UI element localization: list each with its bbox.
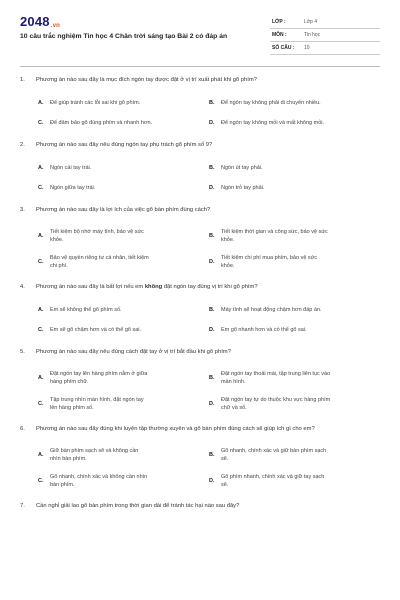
option-c[interactable] [38, 396, 209, 412]
logo-text: 2048 [20, 14, 50, 29]
option-b[interactable] [209, 370, 380, 386]
option-label: D. [209, 401, 215, 407]
meta-table [270, 16, 380, 55]
question-prompt: Phương án nào sau đây đúng khi luyện tập thường xuyên và gõ bàn phím đúng cách sẽ giúp ích gì cho em? [36, 426, 315, 432]
option-label: D. [209, 327, 215, 333]
option-text: Gõ nhanh, chính xác và giữ bàn phím sạch sẽ. [221, 448, 327, 462]
question-number: 2. [20, 142, 25, 148]
option-label: A. [38, 452, 44, 458]
question-prompt: Phương án nào sau đây nêu đúng cách đặt tay ở vị trí bắt đầu khi gõ phím? [36, 349, 231, 355]
meta-value: 10 [304, 45, 310, 51]
question-number: 5. [20, 349, 25, 355]
option-d[interactable] [209, 180, 380, 196]
question-text [20, 204, 380, 223]
option-grid [38, 158, 380, 198]
option-text: Tập trung nhìn màn hình, đặt ngón tay lên hàng phím số. [50, 397, 144, 411]
option-label: A. [38, 233, 44, 239]
question-text [20, 74, 380, 93]
option-label: B. [209, 452, 215, 458]
meta-row-subject [270, 29, 380, 42]
option-text: Giữ bàn phím sạch sẽ và không cần nhìn bàn phím. [50, 448, 139, 462]
option-label: C. [38, 327, 44, 333]
option-label: B. [209, 165, 215, 171]
option-a[interactable] [38, 228, 209, 244]
option-grid [38, 365, 380, 417]
question-prompt-emphasis: không [144, 284, 163, 290]
meta-value: Lớp 4 [304, 19, 318, 25]
question-2 [20, 139, 380, 198]
option-a[interactable] [38, 447, 209, 463]
option-text: Ngón trỏ tay phải. [221, 185, 265, 191]
logo-suffix: .vn [50, 23, 61, 29]
option-label: C. [38, 401, 44, 407]
document-title: 10 câu trắc nghiệm Tin học 4 Chân trời sáng tạo Bài 2 có đáp án [20, 33, 228, 40]
meta-key: SỐ CÂU : [272, 45, 295, 51]
option-d[interactable] [209, 322, 380, 338]
option-label: B. [209, 100, 215, 106]
option-text: Tiết kiệm thời gian và công sức, bảo vệ sức khỏe. [221, 229, 328, 243]
option-text: Gõ nhanh, chính xác và không cần nhìn bàn phím. [50, 474, 148, 488]
option-c[interactable] [38, 473, 209, 489]
option-text: Ngón cái tay trái. [50, 165, 92, 171]
option-text: Em gõ nhanh hơn và có thể gõ sai. [221, 327, 307, 333]
option-label: B. [209, 375, 215, 381]
option-c[interactable] [38, 180, 209, 196]
option-label: C. [38, 120, 44, 126]
option-text: Để giúp tránh các lỗi sai khi gõ phím. [50, 100, 141, 106]
option-text: Để đảm bảo gõ đúng phím và nhanh hơn. [50, 120, 153, 126]
option-a[interactable] [38, 95, 209, 111]
option-label: A. [38, 165, 44, 171]
option-d[interactable] [209, 473, 380, 489]
header-divider [20, 66, 380, 67]
question-prompt-start: Phương án nào sau đây là bất lợi nếu em [36, 284, 145, 290]
option-label: C. [38, 185, 44, 191]
question-1 [20, 74, 380, 133]
question-6 [20, 423, 380, 494]
option-text: Bảo vệ quyền riêng tư cá nhân, tiết kiệm chi phí. [50, 255, 149, 269]
question-number: 6. [20, 426, 25, 432]
option-grid [38, 300, 380, 340]
document-header [20, 14, 380, 58]
meta-row-class [270, 16, 380, 29]
option-label: D. [209, 259, 215, 265]
site-logo[interactable] [20, 14, 60, 29]
option-text: Để ngón tay không mỏi và mất không mỏi. [221, 120, 325, 126]
option-label: A. [38, 307, 44, 313]
question-5 [20, 346, 380, 417]
option-b[interactable] [209, 302, 380, 318]
question-4 [20, 281, 380, 340]
option-label: A. [38, 100, 44, 106]
meta-key: MÔN : [272, 32, 287, 38]
option-b[interactable] [209, 228, 380, 244]
option-text: Ngón út tay phải. [221, 165, 263, 171]
option-text: Em sẽ gõ chậm hơn và có thể gõ sai. [50, 327, 142, 333]
option-label: A. [38, 375, 44, 381]
question-number: 1. [20, 77, 25, 83]
question-prompt: Cần nghỉ giải lao gõ bàn phím trong thời gian dài để tránh tác hại nào sau đây? [36, 503, 240, 509]
option-grid [38, 442, 380, 494]
question-number: 4. [20, 284, 25, 290]
question-text [20, 500, 380, 519]
option-label: C. [38, 478, 44, 484]
option-text: Đặt ngón tay thoải mái, tập trung liên tục vào màn hình. [221, 371, 331, 385]
option-text: Em sẽ không thể gõ phím số. [50, 307, 122, 313]
option-label: D. [209, 185, 215, 191]
option-text: Đặt ngón tay tự do thuộc khu vực hàng phím chữ và số. [221, 397, 331, 411]
option-a[interactable] [38, 302, 209, 318]
option-grid [38, 93, 380, 133]
option-a[interactable] [38, 370, 209, 386]
option-text: Máy tính sẽ hoạt động chậm hơn đáp án. [221, 307, 322, 313]
option-text: Để ngón tay không phải di chuyển nhiều. [221, 100, 321, 106]
option-a[interactable] [38, 160, 209, 176]
option-text: Tiết kiệm chi phí mua phím, bảo vệ sức khỏe. [221, 255, 318, 269]
meta-row-question-count [270, 42, 380, 55]
question-text [20, 423, 380, 442]
option-text: Đặt ngón tay lên hàng phím nằm ở giữa hàng phím chữ. [50, 371, 148, 385]
question-text [20, 346, 380, 365]
question-number: 7. [20, 503, 25, 509]
question-prompt-end: đặt ngón tay đúng vị trí khi gõ phím? [162, 284, 258, 290]
meta-key: LỚP : [272, 19, 286, 25]
option-c[interactable] [38, 254, 209, 270]
option-label: D. [209, 120, 215, 126]
meta-value: Tin học [304, 32, 321, 38]
option-label: C. [38, 259, 44, 265]
option-c[interactable] [38, 115, 209, 131]
option-grid [38, 223, 380, 275]
option-b[interactable] [209, 95, 380, 111]
question-3 [20, 204, 380, 275]
option-d[interactable] [209, 254, 380, 270]
option-text: Ngón giữa tay trái. [50, 185, 96, 191]
option-label: B. [209, 307, 215, 313]
question-prompt: Phương án nào sau đây là mục đích ngón tay được đặt ở vị trí xuất phát khi gõ phím? [36, 77, 257, 83]
option-b[interactable] [209, 447, 380, 463]
question-prompt: Phương án nào sau đây nêu đúng ngón tay phụ trách gõ phím số 9? [36, 142, 213, 148]
question-number: 3. [20, 207, 25, 213]
option-text: Gõ phím nhanh, chính xác và giữ tay sạch sẽ. [221, 474, 325, 488]
option-d[interactable] [209, 396, 380, 412]
option-b[interactable] [209, 160, 380, 176]
question-text [20, 281, 380, 300]
option-label: B. [209, 233, 215, 239]
option-text: Tiết kiệm bộ nhớ máy tính, bảo vệ sức khỏe. [50, 229, 144, 243]
question-list [20, 74, 380, 525]
option-label: D. [209, 478, 215, 484]
option-c[interactable] [38, 322, 209, 338]
question-text [20, 139, 380, 158]
option-d[interactable] [209, 115, 380, 131]
question-prompt: Phương án nào sau đây là lợi ích của việc gõ bàn phím đúng cách? [36, 207, 211, 213]
question-7 [20, 500, 380, 519]
